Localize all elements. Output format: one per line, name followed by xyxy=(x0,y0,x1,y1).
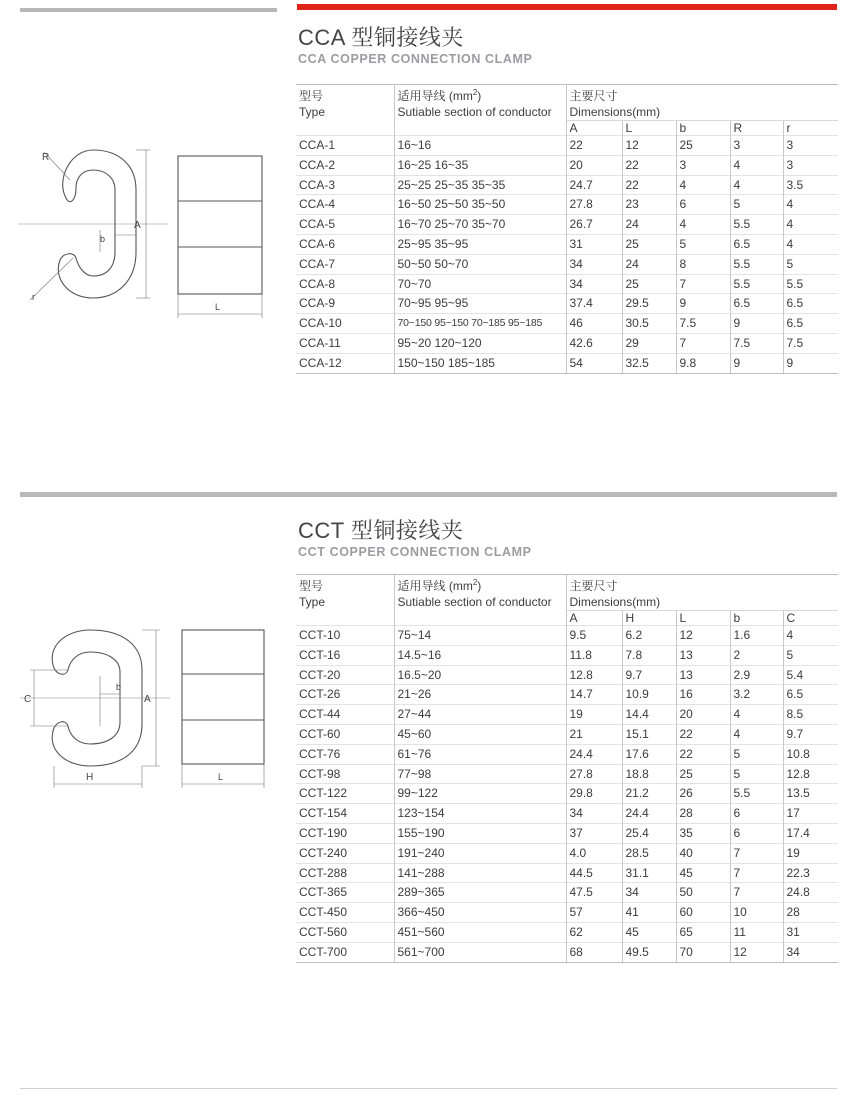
cca-drawing-label-A: A xyxy=(134,220,141,231)
cell-conductor: 99~122 xyxy=(394,784,566,804)
cell-l: 25 xyxy=(622,234,676,254)
cell-r: 3 xyxy=(730,136,783,156)
cell-b: 7 xyxy=(730,883,783,903)
cell-type: CCT-288 xyxy=(296,863,394,883)
table-row xyxy=(296,175,838,195)
cell-conductor: 561~700 xyxy=(394,942,566,962)
cell-l: 22 xyxy=(676,724,730,744)
header-conductor-en: Sutiable section of conductor xyxy=(397,595,552,609)
cell-r: 4 xyxy=(783,234,838,254)
cell-r: 5.5 xyxy=(730,215,783,235)
cell-a: 11.8 xyxy=(566,645,622,665)
cell-a: 20 xyxy=(566,155,622,175)
cell-b: 5.5 xyxy=(730,784,783,804)
cell-type: CCA-5 xyxy=(296,215,394,235)
cell-h: 7.8 xyxy=(622,645,676,665)
cell-l: 22 xyxy=(676,744,730,764)
header-type-cn: 型号 xyxy=(299,89,324,103)
cell-a: 44.5 xyxy=(566,863,622,883)
cell-a: 24.4 xyxy=(566,744,622,764)
cell-l: 70 xyxy=(676,942,730,962)
cell-b: 6 xyxy=(730,804,783,824)
header-type xyxy=(296,575,394,611)
cell-h: 6.2 xyxy=(622,626,676,646)
cell-c: 34 xyxy=(783,942,838,962)
table-row xyxy=(296,863,838,883)
cell-a: 31 xyxy=(566,234,622,254)
cell-a: 37.4 xyxy=(566,294,622,314)
cell-l: 50 xyxy=(676,883,730,903)
header-conductor-en: Sutiable section of conductor xyxy=(397,105,552,119)
cell-b: 4 xyxy=(676,175,730,195)
table-row xyxy=(296,234,838,254)
cell-r: 5 xyxy=(730,195,783,215)
cell-type: CCT-240 xyxy=(296,843,394,863)
col-header: b xyxy=(730,611,783,626)
cell-l: 13 xyxy=(676,665,730,685)
cell-conductor: 150~150 185~185 xyxy=(394,353,566,373)
col-header: H xyxy=(622,611,676,626)
cell-h: 21.2 xyxy=(622,784,676,804)
cell-l: 40 xyxy=(676,843,730,863)
cell-b: 7 xyxy=(676,333,730,353)
cell-b: 4 xyxy=(730,724,783,744)
cell-c: 6.5 xyxy=(783,685,838,705)
cell-l: 24 xyxy=(622,215,676,235)
cell-type: CCA-4 xyxy=(296,195,394,215)
cell-b: 3 xyxy=(676,155,730,175)
cell-type: CCA-9 xyxy=(296,294,394,314)
cct-drawing-label-L: L xyxy=(218,772,224,782)
cell-r: 5.5 xyxy=(783,274,838,294)
header-dims-cn: 主要尺寸 xyxy=(569,89,618,103)
table-row xyxy=(296,254,838,274)
cell-h: 24.4 xyxy=(622,804,676,824)
cell-r: 5.5 xyxy=(730,274,783,294)
cell-r: 3.5 xyxy=(783,175,838,195)
cell-b: 6 xyxy=(730,823,783,843)
cell-conductor: 70~70 xyxy=(394,274,566,294)
cell-a: 27.8 xyxy=(566,195,622,215)
table-row xyxy=(296,744,838,764)
cell-l: 32.5 xyxy=(622,353,676,373)
cell-r: 5.5 xyxy=(730,254,783,274)
cell-type: CCT-20 xyxy=(296,665,394,685)
table-row xyxy=(296,195,838,215)
cell-conductor: 16~50 25~50 35~50 xyxy=(394,195,566,215)
table-row xyxy=(296,804,838,824)
header-conductor-close: ) xyxy=(477,579,482,593)
cell-a: 54 xyxy=(566,353,622,373)
header-dimensions xyxy=(566,85,838,121)
cct-title: CCT 型铜接线夹 xyxy=(298,518,464,543)
cell-conductor: 77~98 xyxy=(394,764,566,784)
col-header: R xyxy=(730,121,783,136)
cell-h: 10.9 xyxy=(622,685,676,705)
cell-conductor: 16~16 xyxy=(394,136,566,156)
cell-h: 45 xyxy=(622,922,676,942)
cell-conductor: 141~288 xyxy=(394,863,566,883)
cell-a: 27.8 xyxy=(566,764,622,784)
table-row xyxy=(296,314,838,334)
cell-c: 12.8 xyxy=(783,764,838,784)
cell-a: 12.8 xyxy=(566,665,622,685)
cell-conductor: 27~44 xyxy=(394,705,566,725)
cell-conductor: 25~25 25~35 35~35 xyxy=(394,175,566,195)
cell-c: 13.5 xyxy=(783,784,838,804)
cell-l: 60 xyxy=(676,903,730,923)
table-row xyxy=(296,274,838,294)
cct-spec-table xyxy=(296,574,838,963)
cell-l: 16 xyxy=(676,685,730,705)
cell-type: CCT-190 xyxy=(296,823,394,843)
cell-h: 28.5 xyxy=(622,843,676,863)
cell-c: 5 xyxy=(783,645,838,665)
cell-l: 12 xyxy=(676,626,730,646)
cell-b: 5 xyxy=(676,234,730,254)
cell-h: 18.8 xyxy=(622,764,676,784)
cell-conductor: 16~70 25~70 35~70 xyxy=(394,215,566,235)
col-header: L xyxy=(622,121,676,136)
cell-a: 37 xyxy=(566,823,622,843)
table-row xyxy=(296,626,838,646)
cell-a: 62 xyxy=(566,922,622,942)
cell-type: CCA-2 xyxy=(296,155,394,175)
cct-drawing-label-b: b xyxy=(116,682,122,692)
cct-drawing-label-A: A xyxy=(144,694,151,705)
cell-c: 17 xyxy=(783,804,838,824)
cell-b: 12 xyxy=(730,942,783,962)
cell-l: 28 xyxy=(676,804,730,824)
cca-drawing-label-R: R xyxy=(42,152,50,163)
table-subheader-row xyxy=(296,611,838,626)
cell-a: 4.0 xyxy=(566,843,622,863)
cell-r: 7.5 xyxy=(730,333,783,353)
cell-b: 6 xyxy=(676,195,730,215)
cell-type: CCA-11 xyxy=(296,333,394,353)
cell-l: 45 xyxy=(676,863,730,883)
col-header: A xyxy=(566,121,622,136)
cell-b: 7 xyxy=(730,863,783,883)
header-type-cn: 型号 xyxy=(299,579,324,593)
cell-type: CCA-1 xyxy=(296,136,394,156)
cell-type: CCT-60 xyxy=(296,724,394,744)
cell-conductor: 70~95 95~95 xyxy=(394,294,566,314)
cell-type: CCT-44 xyxy=(296,705,394,725)
cca-drawing-label-b: b xyxy=(100,234,106,244)
table-row xyxy=(296,665,838,685)
cell-c: 19 xyxy=(783,843,838,863)
table-row xyxy=(296,215,838,235)
cell-b: 7.5 xyxy=(676,314,730,334)
cell-type: CCT-154 xyxy=(296,804,394,824)
cell-conductor: 61~76 xyxy=(394,744,566,764)
table-row xyxy=(296,764,838,784)
cell-conductor: 155~190 xyxy=(394,823,566,843)
cell-type: CCT-76 xyxy=(296,744,394,764)
table-row xyxy=(296,155,838,175)
cell-b: 4 xyxy=(730,705,783,725)
header-conductor-close: ) xyxy=(477,89,482,103)
header-conductor xyxy=(394,575,566,611)
cell-type: CCT-98 xyxy=(296,764,394,784)
table-row xyxy=(296,333,838,353)
cell-type: CCT-560 xyxy=(296,922,394,942)
cell-conductor: 45~60 xyxy=(394,724,566,744)
cell-c: 9.7 xyxy=(783,724,838,744)
cell-b: 11 xyxy=(730,922,783,942)
cell-b: 9 xyxy=(676,294,730,314)
cell-c: 10.8 xyxy=(783,744,838,764)
cell-a: 46 xyxy=(566,314,622,334)
cell-conductor: 14.5~16 xyxy=(394,645,566,665)
cell-b: 9.8 xyxy=(676,353,730,373)
cell-c: 24.8 xyxy=(783,883,838,903)
cell-conductor: 451~560 xyxy=(394,922,566,942)
cell-type: CCT-10 xyxy=(296,626,394,646)
table-row xyxy=(296,903,838,923)
cct-clamp-drawing xyxy=(20,622,280,794)
cell-l: 24 xyxy=(622,254,676,274)
cell-l: 30.5 xyxy=(622,314,676,334)
cell-c: 22.3 xyxy=(783,863,838,883)
cell-l: 22 xyxy=(622,155,676,175)
cell-h: 41 xyxy=(622,903,676,923)
cell-h: 25.4 xyxy=(622,823,676,843)
cell-h: 17.6 xyxy=(622,744,676,764)
top-divider-gray xyxy=(20,8,277,12)
cell-a: 14.7 xyxy=(566,685,622,705)
cell-a: 22 xyxy=(566,136,622,156)
cell-type: CCA-7 xyxy=(296,254,394,274)
col-header: L xyxy=(676,611,730,626)
cell-a: 68 xyxy=(566,942,622,962)
cell-b: 5 xyxy=(730,764,783,784)
cell-r: 9 xyxy=(730,353,783,373)
table-row xyxy=(296,136,838,156)
cell-r: 3 xyxy=(783,155,838,175)
cell-a: 9.5 xyxy=(566,626,622,646)
cca-title: CCA 型铜接线夹 xyxy=(298,25,464,50)
cell-c: 31 xyxy=(783,922,838,942)
cct-drawing-label-H: H xyxy=(86,772,94,783)
table-row xyxy=(296,294,838,314)
table-row xyxy=(296,685,838,705)
cell-r: 9 xyxy=(730,314,783,334)
header-dimensions xyxy=(566,575,838,611)
table-row xyxy=(296,705,838,725)
table-subheader-row xyxy=(296,121,838,136)
header-dims-en: Dimensions(mm) xyxy=(569,595,661,609)
cell-r: 5 xyxy=(783,254,838,274)
cell-l: 12 xyxy=(622,136,676,156)
header-type-en: Type xyxy=(299,105,326,119)
section-divider xyxy=(20,492,837,497)
cell-h: 49.5 xyxy=(622,942,676,962)
table-row xyxy=(296,353,838,373)
cell-r: 6.5 xyxy=(730,294,783,314)
cell-h: 31.1 xyxy=(622,863,676,883)
cct-subtitle: CCT COPPER CONNECTION CLAMP xyxy=(298,545,532,559)
cell-type: CCT-26 xyxy=(296,685,394,705)
table-row xyxy=(296,645,838,665)
cell-conductor: 16.5~20 xyxy=(394,665,566,685)
cell-l: 22 xyxy=(622,175,676,195)
cell-a: 47.5 xyxy=(566,883,622,903)
cell-b: 3.2 xyxy=(730,685,783,705)
cell-a: 29.8 xyxy=(566,784,622,804)
cell-type: CCT-365 xyxy=(296,883,394,903)
cell-r: 4 xyxy=(730,155,783,175)
col-header: b xyxy=(676,121,730,136)
header-conductor-sup: 2 xyxy=(472,88,478,97)
cca-clamp-drawing xyxy=(18,140,278,320)
col-header: C xyxy=(783,611,838,626)
cell-b: 5 xyxy=(730,744,783,764)
cell-type: CCT-700 xyxy=(296,942,394,962)
cell-conductor: 95~20 120~120 xyxy=(394,333,566,353)
cell-type: CCA-8 xyxy=(296,274,394,294)
top-divider-red xyxy=(297,4,837,10)
table-row xyxy=(296,843,838,863)
header-dims-en: Dimensions(mm) xyxy=(569,105,661,119)
cell-r: 6.5 xyxy=(783,314,838,334)
cell-conductor: 70~150 95~150 70~185 95~185 xyxy=(394,314,566,334)
cct-drawing-label-C: C xyxy=(24,694,32,705)
cell-conductor: 289~365 xyxy=(394,883,566,903)
cca-drawing-label-r: r xyxy=(32,292,35,302)
cell-conductor: 366~450 xyxy=(394,903,566,923)
header-conductor-sup: 2 xyxy=(472,578,478,587)
cell-h: 9.7 xyxy=(622,665,676,685)
cca-drawing-label-L: L xyxy=(215,302,221,312)
cell-r: 6.5 xyxy=(730,234,783,254)
cell-b: 2.9 xyxy=(730,665,783,685)
cell-r: 4 xyxy=(730,175,783,195)
cell-r: 4 xyxy=(783,215,838,235)
cell-conductor: 123~154 xyxy=(394,804,566,824)
cell-conductor: 50~50 50~70 xyxy=(394,254,566,274)
cell-conductor: 21~26 xyxy=(394,685,566,705)
cell-c: 28 xyxy=(783,903,838,923)
cell-b: 10 xyxy=(730,903,783,923)
cell-h: 14.4 xyxy=(622,705,676,725)
cell-c: 8.5 xyxy=(783,705,838,725)
cell-l: 23 xyxy=(622,195,676,215)
cell-a: 34 xyxy=(566,274,622,294)
cell-l: 25 xyxy=(622,274,676,294)
cell-r: 4 xyxy=(783,195,838,215)
cell-l: 20 xyxy=(676,705,730,725)
header-conductor-cn: 适用导线 (mm xyxy=(397,579,473,593)
table-row xyxy=(296,883,838,903)
cell-r: 6.5 xyxy=(783,294,838,314)
cell-b: 2 xyxy=(730,645,783,665)
cell-l: 25 xyxy=(676,764,730,784)
cell-c: 4 xyxy=(783,626,838,646)
cell-l: 29 xyxy=(622,333,676,353)
cell-conductor: 16~25 16~35 xyxy=(394,155,566,175)
cell-h: 34 xyxy=(622,883,676,903)
table-header-row xyxy=(296,575,838,611)
cca-spec-table xyxy=(296,84,838,374)
cell-type: CCT-122 xyxy=(296,784,394,804)
cell-r: 3 xyxy=(783,136,838,156)
cell-type: CCA-12 xyxy=(296,353,394,373)
table-header-row xyxy=(296,85,838,121)
cell-b: 4 xyxy=(676,215,730,235)
cell-a: 34 xyxy=(566,254,622,274)
cell-b: 25 xyxy=(676,136,730,156)
cell-b: 7 xyxy=(730,843,783,863)
header-conductor xyxy=(394,85,566,121)
header-type xyxy=(296,85,394,121)
cell-conductor: 75~14 xyxy=(394,626,566,646)
cell-r: 7.5 xyxy=(783,333,838,353)
cell-a: 57 xyxy=(566,903,622,923)
cell-l: 29.5 xyxy=(622,294,676,314)
cca-subtitle: CCA COPPER CONNECTION CLAMP xyxy=(298,52,533,66)
cell-a: 19 xyxy=(566,705,622,725)
header-dims-cn: 主要尺寸 xyxy=(569,579,618,593)
footer-line xyxy=(20,1088,837,1089)
cell-l: 35 xyxy=(676,823,730,843)
cell-b: 7 xyxy=(676,274,730,294)
cell-a: 21 xyxy=(566,724,622,744)
cell-type: CCT-450 xyxy=(296,903,394,923)
cell-a: 34 xyxy=(566,804,622,824)
cell-l: 26 xyxy=(676,784,730,804)
table-row xyxy=(296,784,838,804)
cell-a: 42.6 xyxy=(566,333,622,353)
cell-conductor: 25~95 35~95 xyxy=(394,234,566,254)
table-row xyxy=(296,942,838,962)
cell-h: 15.1 xyxy=(622,724,676,744)
table-row xyxy=(296,922,838,942)
cell-c: 5.4 xyxy=(783,665,838,685)
cell-a: 24.7 xyxy=(566,175,622,195)
header-conductor-cn: 适用导线 (mm xyxy=(397,89,473,103)
cell-type: CCT-16 xyxy=(296,645,394,665)
cell-b: 8 xyxy=(676,254,730,274)
col-header: r xyxy=(783,121,838,136)
cell-a: 26.7 xyxy=(566,215,622,235)
cell-c: 17.4 xyxy=(783,823,838,843)
table-row xyxy=(296,724,838,744)
cell-conductor: 191~240 xyxy=(394,843,566,863)
cell-type: CCA-6 xyxy=(296,234,394,254)
header-type-en: Type xyxy=(299,595,326,609)
cell-type: CCA-10 xyxy=(296,314,394,334)
table-row xyxy=(296,823,838,843)
col-header: A xyxy=(566,611,622,626)
cell-type: CCA-3 xyxy=(296,175,394,195)
cell-r: 9 xyxy=(783,353,838,373)
cell-b: 1.6 xyxy=(730,626,783,646)
cell-l: 65 xyxy=(676,922,730,942)
cell-l: 13 xyxy=(676,645,730,665)
